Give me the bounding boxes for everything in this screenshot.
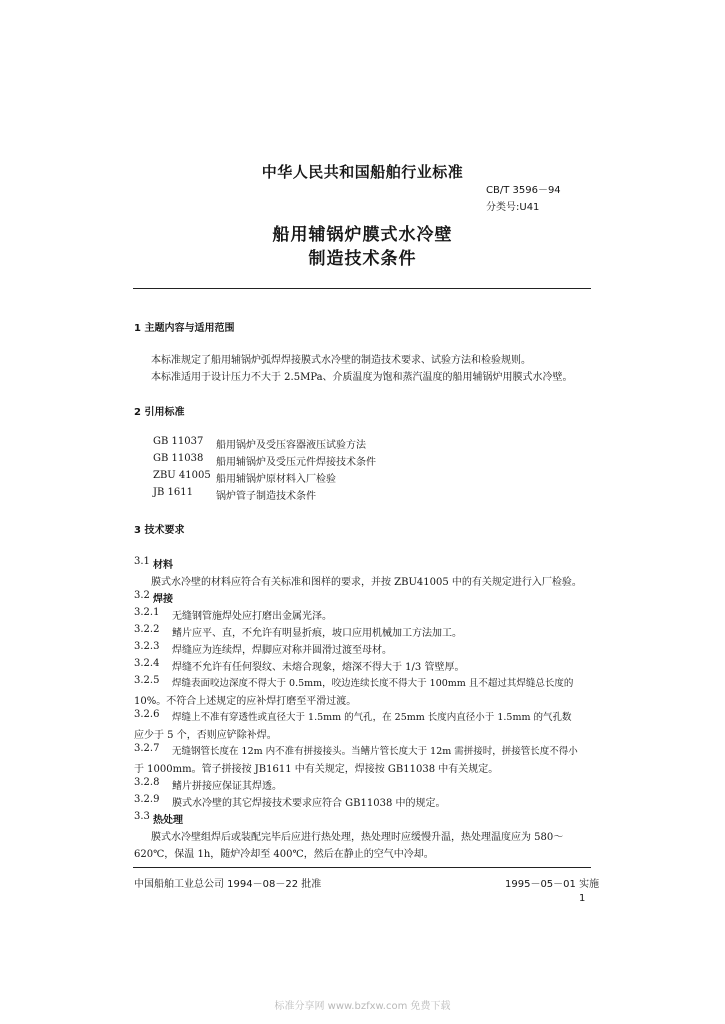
section1-paragraph2: 本标准适用于设计压力不大于 2.5MPa、介质温度为饱和蒸汽温度的船用辅锅炉用膜式水冷壁。 — [151, 372, 573, 383]
clause-number: 3.1 — [134, 556, 150, 567]
clause-text-continued: 620℃，保温 1h，随炉冷却至 400℃，然后在静止的空气中冷却。 — [134, 849, 434, 860]
clause-number: 3.2.7 — [134, 743, 160, 754]
clause-text-continued: 于 1000mm。管子拼接按 JB1611 中有关规定，焊接按 GB11038 中有关规定。 — [134, 764, 499, 775]
standard-number: CB/T 3596－94 — [486, 185, 561, 196]
reference-title: 船用锅炉及受压容器液压试验方法 — [216, 440, 366, 451]
clause-title: 焊接 — [153, 594, 173, 605]
clause-number: 3.2.9 — [134, 794, 160, 805]
clause-title: 材料 — [153, 560, 173, 571]
page-number: 1 — [579, 893, 586, 904]
clause-text: 焊缝不允许有任何裂纹、未熔合现象，熔深不得大于 1/3 管壁厚。 — [172, 662, 465, 673]
section1-paragraph1: 本标准规定了船用辅锅炉弧焊焊接膜式水冷壁的制造技术要求、试验方法和检验规则。 — [151, 355, 531, 366]
clause-number: 3.2.8 — [134, 777, 160, 788]
clause-text: 膜式水冷壁组焊后或装配完毕后应进行热处理，热处理时应缓慢升温，热处理温度应为 580～ — [151, 832, 564, 843]
reference-code: JB 1611 — [153, 487, 193, 498]
section2-heading: 2 引用标准 — [134, 407, 185, 418]
clause-text: 焊缝表面咬边深度不得大于 0.5mm，咬边连续长度不得大于 100mm 且不超过其焊缝总长度的 — [172, 678, 574, 689]
effective-date: 1995－05－01 实施 — [505, 879, 600, 890]
approval-line: 中国船舶工业总公司 1994－08－22 批准 — [134, 879, 322, 890]
clause-number: 3.2.5 — [134, 675, 160, 686]
clause-title: 热处理 — [153, 815, 183, 826]
clause-text-continued: 应少于 5 个，否则应铲除补焊。 — [134, 730, 277, 741]
header-divider — [133, 288, 591, 289]
clause-text: 膜式水冷壁的其它焊接技术要求应符合 GB11038 中的规定。 — [172, 798, 446, 809]
clause-number: 3.2 — [134, 590, 150, 601]
reference-code: GB 11038 — [153, 453, 204, 464]
clause-number: 3.2.6 — [134, 709, 160, 720]
classification-number: 分类号:U41 — [486, 202, 540, 213]
clause-text: 鳍片拼接应保证其焊透。 — [172, 781, 282, 792]
clause-text-continued: 10%。不符合上述规定的应补焊打磨至平滑过渡。 — [134, 696, 357, 707]
footer-divider — [133, 867, 591, 868]
reference-code: ZBU 41005 — [153, 470, 211, 481]
document-title-line2: 制造技术条件 — [308, 249, 417, 269]
clause-number: 3.2.3 — [134, 641, 160, 652]
reference-title: 船用辅锅炉及受压元件焊接技术条件 — [216, 457, 376, 468]
reference-code: GB 11037 — [153, 436, 204, 447]
clause-text: 膜式水冷壁的材料应符合有关标准和图样的要求，并按 ZBU41005 中的有关规定进行入厂检验。 — [151, 577, 582, 588]
clause-number: 3.3 — [134, 811, 150, 822]
section1-heading: 1 主题内容与适用范围 — [134, 323, 235, 334]
section3-heading: 3 技术要求 — [134, 525, 185, 536]
clause-text: 鳍片应平、直，不允许有明显折痕，坡口应用机械加工方法加工。 — [172, 628, 462, 639]
clause-text: 无缝钢管长度在 12m 内不准有拼接接头。当鳍片管长度大于 12m 需拼接时，拼接管长度不得小 — [172, 746, 578, 757]
clause-text: 焊缝上不准有穿透性或直径大于 1.5mm 的气孔，在 25mm 长度内直径小于 1.5mm 的气孔数 — [172, 712, 572, 723]
clause-number: 3.2.1 — [134, 607, 160, 618]
clause-text: 焊缝应为连续焊，焊脚应对称并圆滑过渡至母材。 — [172, 645, 392, 656]
issuing-organization: 中华人民共和国船舶行业标准 — [261, 163, 464, 181]
site-watermark: 标准分享网 www.bzfxw.com 免费下载 — [274, 1001, 451, 1012]
clause-number: 3.2.2 — [134, 624, 160, 635]
reference-title: 锅炉管子制造技术条件 — [216, 491, 316, 502]
clause-text: 无缝钢管施焊处应打磨出金属光泽。 — [172, 611, 332, 622]
reference-title: 船用辅锅炉原材料入厂检验 — [216, 474, 336, 485]
document-title-line1: 船用辅锅炉膜式水冷壁 — [272, 225, 453, 245]
clause-number: 3.2.4 — [134, 658, 160, 669]
